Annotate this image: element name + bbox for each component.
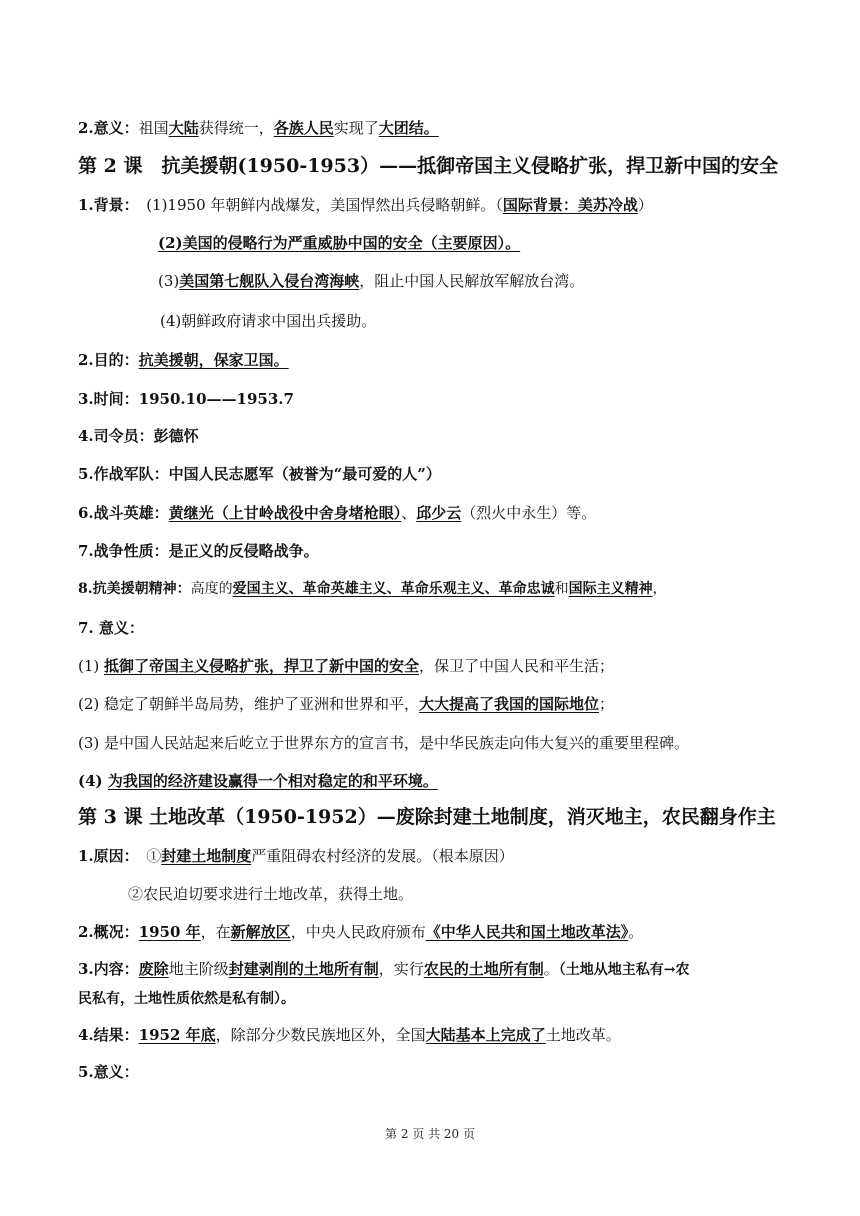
- background-item-3: (3)美国第七舰队入侵台湾海峡，阻止中国人民解放军解放台湾。: [158, 272, 585, 290]
- significance-item-3: (3) 是中国人民站起来后屹立于世界东方的宣言书，是中华民族走向伟大复兴的重要里程碑。: [78, 734, 690, 752]
- time-line: 3.时间：1950.10——1953.7: [78, 390, 294, 408]
- content-line-cont: 民私有，土地性质依然是私有制）。: [78, 991, 295, 1007]
- commander-line: 4.司令员：彭德怀: [78, 427, 199, 445]
- lesson2-heading: 第 2 课 抗美援朝(1950-1953）——抵御帝国主义侵略扩张，捍卫新中国的安全: [78, 155, 779, 177]
- cause-item-1: 1.原因： ①封建土地制度严重阻碍农村经济的发展。（根本原因）: [78, 847, 514, 865]
- heroes-line: 6.战斗英雄：黄继光（上甘岭战役中舍身堵枪眼）、邱少云（烈火中永生）等。: [78, 504, 597, 522]
- cause-item-2: ②农民迫切要求进行土地改革，获得土地。: [128, 885, 414, 903]
- lesson1-significance: 2.意义：祖国大陆获得统一，各族人民实现了大团结。: [78, 119, 439, 137]
- background-item-1: 1.背景： (1)1950 年朝鲜内战爆发，美国悍然出兵侵略朝鲜。（国际背景：美苏冷战）: [78, 196, 653, 214]
- purpose-line: 2.目的：抗美援朝，保家卫国。: [78, 351, 289, 369]
- significance-heading: 7. 意义：: [78, 619, 144, 637]
- significance-item-1: (1) 抵御了帝国主义侵略扩张，捍卫了新中国的安全，保卫了中国人民和平生活；: [78, 657, 615, 675]
- result-line: 4.结果：1952 年底，除部分少数民族地区外，全国大陆基本上完成了土地改革。: [78, 1026, 621, 1044]
- significance-item-2: (2) 稳定了朝鲜半岛局势，维护了亚洲和世界和平，大大提高了我国的国际地位；: [78, 695, 615, 713]
- lesson3-significance-heading: 5.意义：: [78, 1063, 139, 1081]
- background-item-2: (2)美国的侵略行为严重威胁中国的安全（主要原因）。: [158, 234, 521, 252]
- overview-line: 2.概况：1950 年，在新解放区，中央人民政府颁布《中华人民共和国土地改革法》。: [78, 923, 644, 941]
- page-footer: 第 2 页 共 20 页: [385, 1127, 475, 1141]
- spirit-line: 8.抗美援朝精神：高度的爱国主义、革命英雄主义、革命乐观主义、革命忠诚和国际主义精神，: [78, 581, 667, 597]
- background-item-4: (4)朝鲜政府请求中国出兵援助。: [160, 312, 377, 330]
- war-nature-line: 7.战争性质：是正义的反侵略战争。: [78, 542, 319, 560]
- content-line: 3.内容：废除地主阶级封建剥削的土地所有制，实行农民的土地所有制。（土地从地主私有→农: [78, 960, 690, 978]
- significance-item-4: (4) 为我国的经济建设赢得一个相对稳定的和平环境。: [78, 772, 438, 790]
- lesson3-heading: 第 3 课 土地改革（1950-1952）—废除封建土地制度，消灭地主，农民翻身作主: [78, 806, 776, 828]
- army-line: 5.作战军队：中国人民志愿军（被誉为“最可爱的人”）: [78, 465, 441, 483]
